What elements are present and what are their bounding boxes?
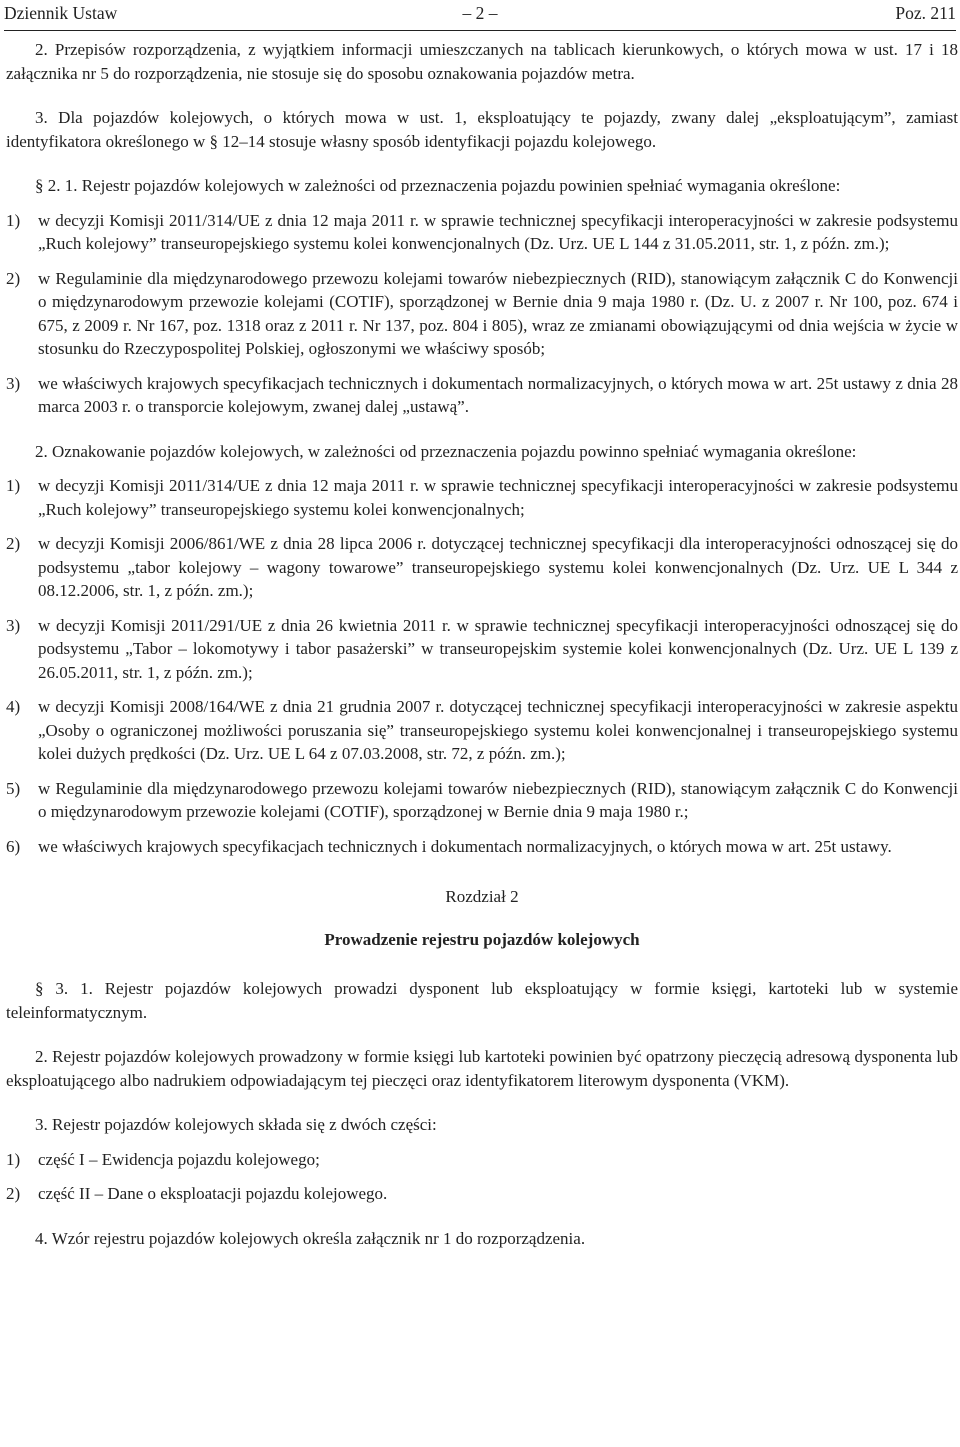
paragraph: 2. Przepisów rozporządzenia, z wyjątkiem informacji umieszczanych na tablicach kierunkowych, o których mowa w ust. 17 i 18 załącznika nr 5 do rozporządzenia, nie stosuje się do sposobu oznakowania pojazdów metra. [6,40,958,83]
list-item-number: 1) [6,210,21,230]
list-item-text: we właściwych krajowych specyfikacjach technicznych i dokumentach normalizacyjnych, o których mowa w art. 25t ustawy. [38,836,892,856]
list-item-text: część II – Dane o eksploatacji pojazdu kolejowego. [38,1184,388,1203]
position-number: Poz. 211 [895,3,956,23]
paragraph: 3. Rejestr pojazdów kolejowych składa się z dwóch części: [35,1115,437,1134]
list-item-number: 5) [6,778,21,798]
chapter-title: Prowadzenie rejestru pojazdów kolejowych [324,929,640,949]
list-item-number: 1) [6,476,21,495]
list-item [6,267,958,361]
list-item [6,474,958,521]
paragraph: 2. Rejestr pojazdów kolejowych prowadzony w formie księgi lub kartoteki powinien być opatrzony pieczęcią adresową dysponenta lub eksploatującego albo nadrukiem odpowiadającym tej pieczęci oraz identyfikatorem literowym dysponenta (VKM). [6,1047,958,1090]
list-item-text: w decyzji Komisji 2011/314/UE z dnia 12 maja 2011 r. w sprawie technicznej specyfikacji interoperacyjności w zakresie podsystemu „Ruch kolejowy” transeuropejskiego systemu kolei konwencjonalnych; [38,476,958,519]
list-item [6,532,958,603]
list-item-number: 6) [6,836,21,856]
list-item [6,372,958,419]
list-item-text: we właściwych krajowych specyfikacjach technicznych i dokumentach normalizacyjnych, o których mowa w art. 25t ustawy z dnia 28 marca 2003 r. o transporcie kolejowym, zwanej dalej „ustawą”. [38,373,958,416]
page-header [4,0,956,31]
list-item-text: w decyzji Komisji 2006/861/WE z dnia 28 lipca 2006 r. dotyczącej technicznej specyfikacji dla interoperacyjności odnoszącej się do podsystemu „tabor kolejowy – wagony towarowe” transeuropejskiego systemu kolei konwencjonalnych (Dz. Urz. UE L 344 z 08.12.2006, str. 1, z późn. zm.); [38,534,958,600]
list-item-number: 2) [6,534,21,553]
list-item-number: 3) [6,615,21,635]
chapter-heading: Rozdział 2 [445,887,519,906]
list-item-number: 1) [6,1149,21,1169]
list-item [6,777,958,824]
list-register-parts [6,1148,958,1206]
document-body [6,38,958,1250]
list-item-number: 4) [6,697,21,716]
list-item-number: 3) [6,373,21,393]
list-item-text: część I – Ewidencja pojazdu kolejowego; [38,1149,320,1169]
paragraph: 2. Oznakowanie pojazdów kolejowych, w zależności od przeznaczenia pojazdu powinno spełniać wymagania określone: [35,441,857,461]
paragraph: 3. Dla pojazdów kolejowych, o których mowa w ust. 1, eksploatujący te pojazdy, zwany dalej „eksploatującym”, zamiast identyfikatora określonego w § 12–14 stosuje własny sposób identyfikacji pojazdu kolejowego. [6,108,958,151]
paragraph: 4. Wzór rejestru pojazdów kolejowych określa załącznik nr 1 do rozporządzenia. [35,1228,586,1248]
list-item-text: w decyzji Komisji 2011/291/UE z dnia 26 kwietnia 2011 r. w sprawie technicznej specyfikacji interoperacyjności odnoszącej się do podsystemu „Tabor – lokomotywy i tabor pasażerski” w transeuropejskim systemie kolei konwencjonalnych (Dz. Urz. UE L 139 z 26.05.2011, str. 1, z późn. zm.); [38,615,958,682]
journal-title: Dziennik Ustaw [4,3,118,23]
list-item-text: w Regulaminie dla międzynarodowego przewozu kolejami towarów niebezpiecznych (RID), stanowiącym załącznik C do Konwencji o międzynarodowym przewozie kolejami (COTIF), sporządzonej w Bernie dnia 9 maja 1980 r. (Dz. U. z 2007 r. Nr 100, poz. 674 i 675, z 2009 r. Nr 167, poz. 1318 oraz z 2011 r. Nr 137, poz. 804 i 805), wraz ze zmianami obowiązującymi od dnia wejścia w życie w stosunku do Rzeczypospolitej Polskiej, ogłoszonymi we właściwy sposób; [38,268,958,358]
list-item-number: 2) [6,1184,21,1203]
list-item-text: w Regulaminie dla międzynarodowego przewozu kolejami towarów niebezpiecznych (RID), stanowiącym załącznik C do Konwencji o międzynarodowym przewozie kolejami (COTIF), sporządzonej w Bernie dnia 9 maja 1980 r.; [38,778,958,821]
list-item [6,1182,958,1206]
list-item-text: w decyzji Komisji 2008/164/WE z dnia 21 grudnia 2007 r. dotyczącej technicznej specyfikacji interoperacyjności w zakresie aspektu „Osoby o ograniczonej możliwości poruszania się” transeuropejskiego systemu kolei konwencjonalnej i transeuropejskiego systemu kolei dużych prędkości (Dz. Urz. UE L 64 z 07.03.2008, str. 72, z późn. zm.); [38,697,958,763]
list-item [6,614,958,685]
list-requirements-register [6,209,958,419]
paragraph: § 3. 1. Rejestr pojazdów kolejowych prowadzi dysponent lub eksploatujący w formie księgi, kartoteki lub w systemie teleinformatycznym. [6,979,958,1022]
list-item [6,835,958,859]
paragraph: § 2. 1. Rejestr pojazdów kolejowych w zależności od przeznaczenia pojazdu powinien spełniać wymagania określone: [35,176,841,195]
list-item [6,209,958,256]
list-item [6,1148,958,1172]
list-requirements-marking [6,474,958,858]
list-item-text: w decyzji Komisji 2011/314/UE z dnia 12 maja 2011 r. w sprawie technicznej specyfikacji interoperacyjności w zakresie podsystemu „Ruch kolejowy” transeuropejskiego systemu kolei konwencjonalnych (Dz. Urz. UE L 144 z 31.05.2011, str. 1, z późn. zm.); [38,210,958,253]
page-number: – 2 – [462,3,498,23]
list-item [6,695,958,766]
list-item-number: 2) [6,268,21,288]
